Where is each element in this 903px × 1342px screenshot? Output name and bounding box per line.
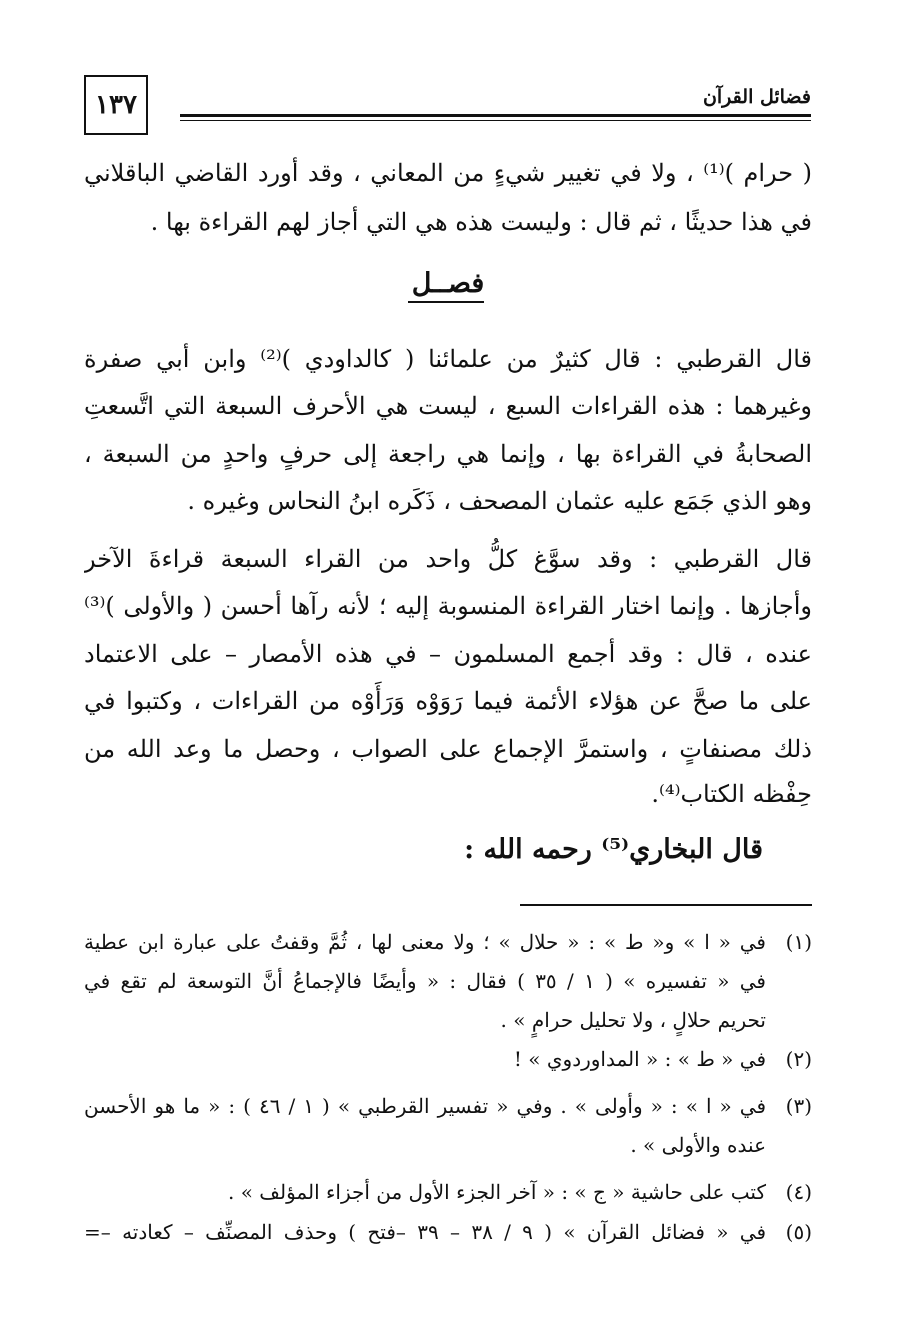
footnote-text: كتب على حاشية « ج » : « آخر الجزء الأول من أجزاء المؤلف » .: [227, 1180, 766, 1204]
footnote-number: (٢): [785, 1047, 812, 1071]
running-title: فضائل القرآن: [702, 86, 811, 108]
footnote-text: في « فضائل القرآن » ( ٩ / ٣٨ – ٣٩ –فتح ) وحذف المصنِّف – كعادته –=: [84, 1220, 767, 1244]
text-line: ذلك مصنفاتٍ ، واستمرَّ الإجماع على الصواب ، وحصل ما وعد الله من: [84, 735, 812, 763]
header-rule-thin: [180, 120, 811, 121]
footnote-1-cont: [84, 1002, 812, 1038]
header-rule: [180, 114, 811, 117]
footnote-5: [84, 1214, 812, 1250]
text-line: وأجازها . وإنما اختار القراءة المنسوبة إليه ؛ لأنه رآها أحسن ( والأولى )⁽³⁾: [84, 592, 812, 620]
text-line: ( حرام )⁽¹⁾ ، ولا في تغيير شيءٍ من المعاني ، وقد أورد القاضي الباقلاني: [84, 159, 812, 187]
closing-heading: قال البخاري⁽⁵⁾ رحمه الله :: [464, 834, 763, 865]
text-line: قال القرطبي : وقد سوَّغ كلُّ واحد من القراء السبعة قراءةَ الآخر: [84, 545, 812, 573]
text-line: في هذا حديثًا ، ثم قال : وليست هذه هي التي أجاز لهم القراءة بها .: [150, 208, 812, 236]
section-title-underline: [408, 301, 484, 303]
text-line: وهو الذي جَمَع عليه عثمان المصحف ، ذَكَره ابنُ النحاس وغيره .: [187, 487, 812, 515]
footnote-text: في « ا » و« ط » : « حلال » ؛ ولا معنى لها ، ثُمَّ وقفتُ على عبارة ابن عطية: [84, 930, 766, 954]
text-line: قال القرطبي : قال كثيرٌ من علمائنا ( كالداودي )⁽²⁾ وابن أبي صفرة: [84, 345, 812, 373]
footnote-number: (٤): [785, 1180, 812, 1204]
text-line: على ما صحَّ عن هؤلاء الأئمة فيما رَوَوْه وَرَأَوْه من القراءات ، وكتبوا في: [84, 687, 812, 715]
text-line: حِفْظه الكتاب⁽⁴⁾.: [651, 780, 812, 808]
footnote-number: (٣): [785, 1094, 812, 1118]
text-line: الصحابةُ في القراءة بها ، وإنما هي راجعة إلى حرفٍ واحدٍ من السبعة ،: [84, 440, 812, 468]
footnote-text: في « تفسيره » ( ١ / ٣٥ ) فقال : « وأيضًا فالإجماعُ أنَّ التوسعة لم تقع في: [84, 969, 766, 993]
footnote-1-cont: [84, 963, 812, 999]
footnote-text: تحريم حلالٍ ، ولا تحليل حرامٍ » .: [500, 1008, 766, 1032]
page-number: ١٣٧: [84, 75, 148, 135]
footnote-number: (١): [785, 930, 812, 954]
footnote-text: عنده والأولى » .: [630, 1133, 766, 1157]
footnote-4: [84, 1174, 812, 1210]
footnote-3-cont: [84, 1127, 812, 1163]
footnote-number: (٥): [785, 1220, 812, 1244]
footnote-1: [84, 924, 812, 960]
text-line: وغيرهما : هذه القراءات السبع ، ليست هي الأحرف السبعة التي اتَّسعتِ: [84, 392, 812, 420]
footnote-text: في « ط » : « المداوردوي » !: [513, 1047, 766, 1071]
footnote-2: [84, 1041, 812, 1077]
text-line: عنده ، قال : وقد أجمع المسلمون – في هذه الأمصار – على الاعتماد: [84, 640, 812, 668]
footnote-text: في « ا » : « وأولى » . وفي « تفسير القرطبي » ( ١ / ٤٦ ) : « ما هو الأحسن: [84, 1094, 767, 1118]
footnote-3: [84, 1088, 812, 1124]
section-title: فصــل: [411, 268, 485, 299]
footnote-rule: [520, 904, 812, 906]
